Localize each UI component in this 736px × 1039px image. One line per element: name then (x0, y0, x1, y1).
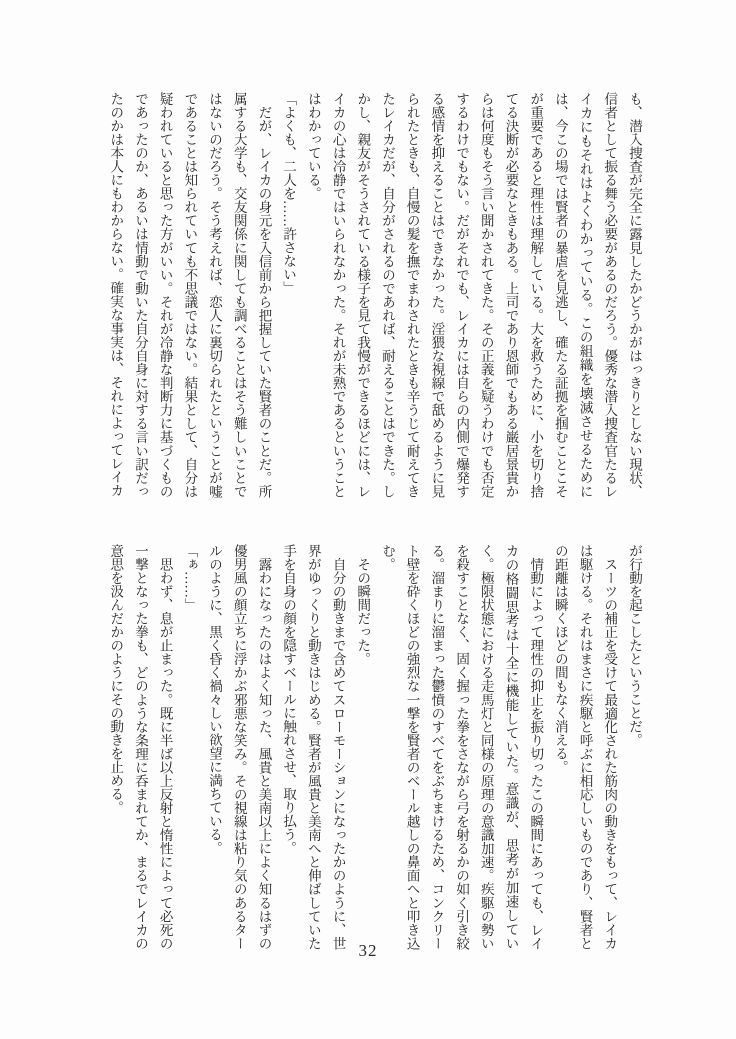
paragraph: 露わになったのはよく知った、風貴と美南以上によく知るはずの優男風の顔立ちに浮かぶ邪悪な笑み。その視線は粘り気のあるタールのように、黒く昏く禍々しい欲望に満ちている。 (207, 544, 272, 951)
page-number: 32 (358, 941, 378, 960)
paragraph: が行動を起こしたということだ。 (627, 544, 642, 747)
text-block-top (102, 92, 646, 498)
dialogue-line: 「ぁ……」 (182, 544, 198, 612)
paragraph: 自分の動きまで含めてスローモーションになったかのように、世界がゆっくりと動きはじめる。賢者が風貴と美南へと伸ばしていた手を自身の顔を隠すベールに触れさせ、取り払う。 (281, 544, 346, 950)
paragraph: 情動によって理性の抑止を振り切ったこの瞬間にあっても、レイカの格闘思考は十全に機能していた。意識が、思考が加速していく。極限状態における走馬灯と同様の原理の意識加速。疾駆の勢いを殺すことなく、固く握った拳をさながら弓を射るかの如く引き絞る。溜まりに溜まった鬱憤のすべてをぶちまけるため、コンクリート壁を砕くほどの強烈な一撃を賢者のベール越しの鼻面へと叩き込む。 (379, 544, 544, 951)
paragraph: 思わず、息が止まった。既に半ば以上反射と惰性によって必死の一撃となった拳も、どのような条理に呑まれてか、まるでレイカの意思を汲んだかのようにその動きを止める。 (108, 544, 173, 950)
paragraph: も、潜入捜査が完全に露見したかどうかがはっきりとしない現状、信者として振る舞う必要があるのだろう。優秀な潜入捜査官たるレイカにもそれはよくわかっている。この組織を壊滅させるためには、今この場では賢者の暴虐を見逃し、確たる証拠を掴むことこそが重要であると理性は理解している。大を救うために、小を切り捨てる決断が必要なときもある。上司であり恩師でもある巌居景貴からは何度もそう言い聞かされてきた。その正義を疑うわけでも否定するわけでもない。だがそれでも、レイカには自らの内側で爆発する感情を抑えることはできなかった。淫猥な視線で舐めるように見られたときも、自慢の髪を撫でまわされたときも辛うじて耐えてきたレイカだが、自分がされるのであれば、耐えることはできた。しかし、親友がそうされている様子を見て我慢ができるほどには、レイカの心は冷静ではいられなかった。それが未熟であるということはわかっている。 (305, 92, 642, 499)
dialogue-line: 「よくも、二人を……許さない」 (281, 92, 297, 295)
paragraph: だが、レイカの身元を入信前から把握していた賢者のことだ。所属する大学も、交友関係に関しても調べることはそう難しいことではないのだろう。そう考えれば、恋人に裏切られたということが嘘であることは知られていても不思議ではない。結果として、自分は疑われていると思った方がいい。それが冷静な判断力に基づくものであったのか、あるいは情動で動いた自分自身に対する言い訳だったのかは本人にもわからない。確実な事実は、それによってレイカ (108, 92, 272, 499)
paragraph: スーツの補正を受けて最適化された筋肉の動きをもって、レイカは駆ける。それはまさに疾駆と呼ぶに相応しいものであり、賢者との距離は瞬くほどの間もなく消える。 (552, 544, 618, 950)
paragraph: その瞬間だった。 (355, 544, 371, 666)
text-block-bottom (102, 544, 646, 950)
